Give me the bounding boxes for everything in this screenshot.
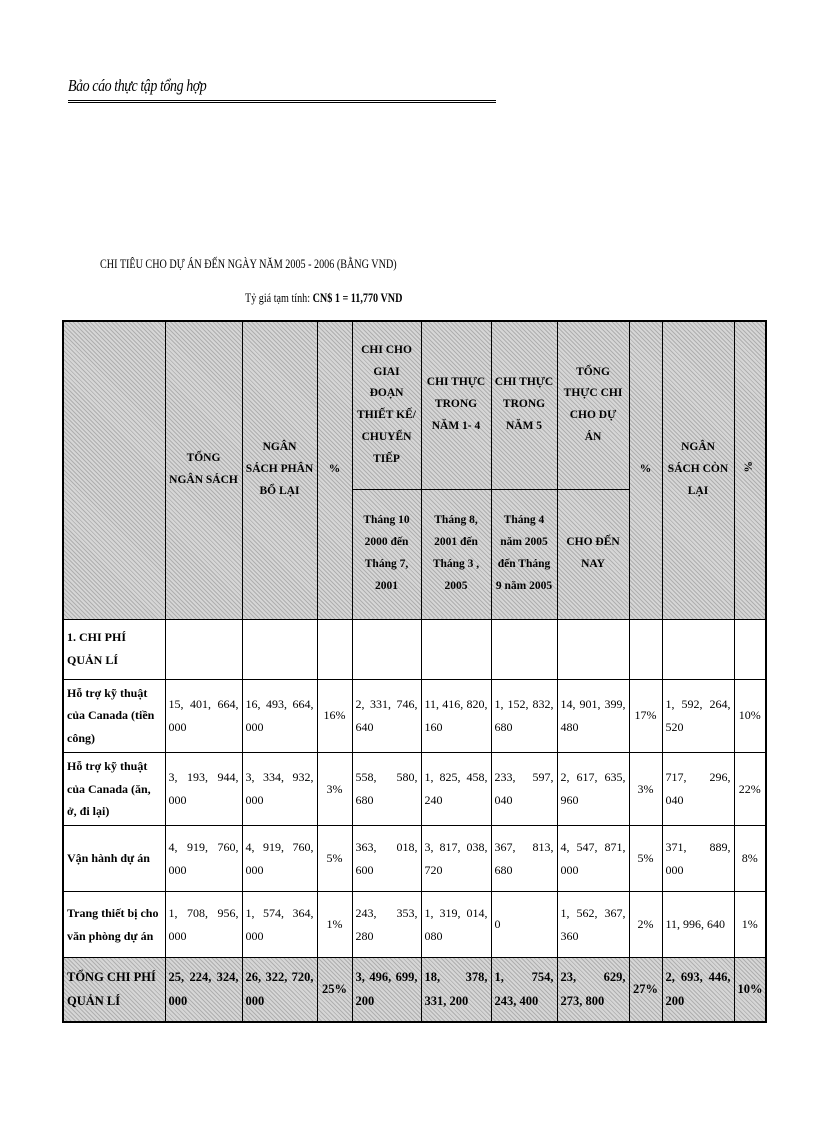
cell: 3%	[317, 752, 352, 825]
cell: 1, 319, 014, 080	[421, 892, 491, 958]
total-cell: 26, 322, 720, 000	[242, 958, 317, 1022]
cell: 11, 996, 640	[662, 892, 734, 958]
sub-year-5-period: Tháng 4 năm 2005 đến Tháng 9 năm 2005	[491, 489, 557, 619]
col-remaining-budget: NGÂN SÁCH CÒN LẠI	[662, 321, 734, 619]
cell: 3, 817, 038, 720	[421, 826, 491, 892]
col-pct-2: %	[629, 321, 662, 619]
cell: 1, 152, 832, 680	[491, 679, 557, 752]
cell: 2%	[629, 892, 662, 958]
budget-table	[62, 320, 767, 1023]
rate-label: Tỷ giá tạm tính:	[245, 290, 311, 305]
cell: 558, 580, 680	[352, 752, 421, 825]
cell: 233, 597, 040	[491, 752, 557, 825]
sub-to-date: CHO ĐẾN NAY	[557, 489, 629, 619]
total-row	[63, 958, 766, 1022]
row-label: Trang thiết bị cho văn phòng dự án	[63, 892, 165, 958]
total-cell: 1, 754, 243, 400	[491, 958, 557, 1022]
cell: 17%	[629, 679, 662, 752]
cell: 243, 353, 280	[352, 892, 421, 958]
col-total-budget: TỔNG NGÂN SÁCH	[165, 321, 242, 619]
cell: 371, 889, 000	[662, 826, 734, 892]
cell: 1, 592, 264, 520	[662, 679, 734, 752]
col-year-5: CHI THỰC TRONG NĂM 5	[491, 321, 557, 489]
row-label: Hỗ trợ kỹ thuật của Canada (tiền công)	[63, 679, 165, 752]
col-pct-3-cell	[734, 321, 766, 619]
cell: 10%	[734, 679, 766, 752]
col-design-phase: CHI CHO GIAI ĐOẠN THIẾT KẾ/ CHUYỂN TIẾP	[352, 321, 421, 489]
row-label: Hỗ trợ kỹ thuật của Canada (ăn, ở, đi lại)	[63, 752, 165, 825]
col-pct-1: %	[317, 321, 352, 619]
cell: 0	[491, 892, 557, 958]
cell: 2, 331, 746, 640	[352, 679, 421, 752]
cell: 2, 617, 635, 960	[557, 752, 629, 825]
table-row	[63, 892, 766, 958]
table-row	[63, 752, 766, 825]
cell: 1, 574, 364, 000	[242, 892, 317, 958]
cell: 5%	[629, 826, 662, 892]
sub-design-period: Tháng 10 2000 đến Tháng 7, 2001	[352, 489, 421, 619]
col-pct-3: %	[742, 460, 755, 473]
section-label: 1. CHI PHÍ QUẢN LÍ	[63, 619, 165, 679]
cell: 15, 401, 664, 000	[165, 679, 242, 752]
cell: 363, 018, 600	[352, 826, 421, 892]
col-total-actual: TỔNG THỰC CHI CHO DỰ ÁN	[557, 321, 629, 489]
cell: 367, 813, 680	[491, 826, 557, 892]
cell: 16%	[317, 679, 352, 752]
total-label: TỔNG CHI PHÍ QUẢN LÍ	[63, 958, 165, 1022]
report-header	[68, 76, 496, 103]
col-reallocated-budget: NGÂN SÁCH PHÂN BỔ LẠI	[242, 321, 317, 619]
cell: 3, 334, 932, 000	[242, 752, 317, 825]
cell: 1, 562, 367, 360	[557, 892, 629, 958]
cell: 5%	[317, 826, 352, 892]
table-title: CHI TIÊU CHO DỰ ÁN ĐẾN NGÀY NĂM 2005 - 2006 (BẰNG VND)	[100, 256, 397, 271]
table-row	[63, 679, 766, 752]
cell: 717, 296, 040	[662, 752, 734, 825]
header-empty-cell	[63, 321, 165, 619]
cell: 11, 416, 820, 160	[421, 679, 491, 752]
total-cell: 27%	[629, 958, 662, 1022]
total-cell: 2, 693, 446, 200	[662, 958, 734, 1022]
cell: 16, 493, 664, 000	[242, 679, 317, 752]
header-text: Bảo cáo thực tập tổng hợp	[68, 76, 207, 95]
total-cell: 10%	[734, 958, 766, 1022]
cell: 3, 193, 944, 000	[165, 752, 242, 825]
exchange-rate	[245, 290, 402, 306]
total-cell: 25, 224, 324, 000	[165, 958, 242, 1022]
cell: 4, 547, 871, 000	[557, 826, 629, 892]
row-label: Vận hành dự án	[63, 826, 165, 892]
rate-value: CN$ 1 = 11,770 VND	[312, 290, 403, 305]
cell: 14, 901, 399, 480	[557, 679, 629, 752]
cell: 1, 708, 956, 000	[165, 892, 242, 958]
total-cell: 25%	[317, 958, 352, 1022]
cell: 4, 919, 760, 000	[242, 826, 317, 892]
total-cell: 3, 496, 699, 200	[352, 958, 421, 1022]
total-cell: 18, 378, 331, 200	[421, 958, 491, 1022]
cell: 4, 919, 760, 000	[165, 826, 242, 892]
cell: 3%	[629, 752, 662, 825]
cell: 1, 825, 458, 240	[421, 752, 491, 825]
col-year-1-4: CHI THỰC TRONG NĂM 1- 4	[421, 321, 491, 489]
cell: 1%	[734, 892, 766, 958]
table-row	[63, 826, 766, 892]
cell: 8%	[734, 826, 766, 892]
section-row	[63, 619, 766, 679]
sub-year-1-4-period: Tháng 8, 2001 đến Tháng 3 , 2005	[421, 489, 491, 619]
cell: 1%	[317, 892, 352, 958]
total-cell: 23, 629, 273, 800	[557, 958, 629, 1022]
cell: 22%	[734, 752, 766, 825]
